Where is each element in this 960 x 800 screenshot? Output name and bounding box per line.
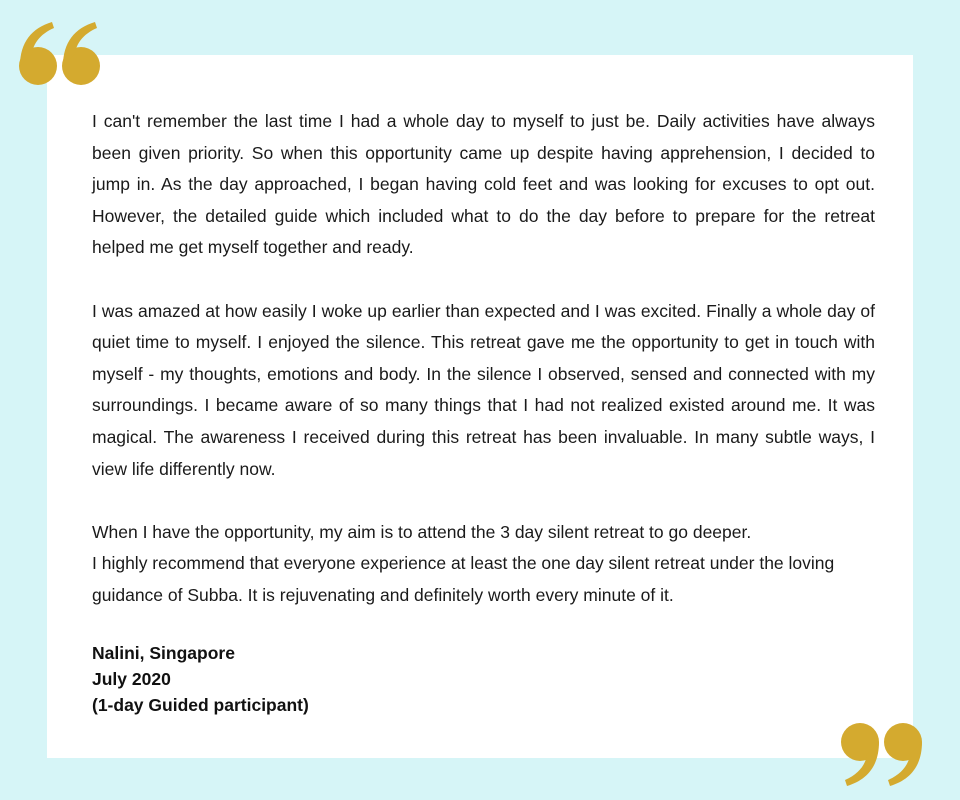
- testimonial-closing-line: When I have the opportunity, my aim is to attend the 3 day silent retreat to go deeper.: [92, 521, 752, 542]
- testimonial-paragraph: I can't remember the last time I had a whole day to myself to just be. Daily activities have always been given priority. So when this opportunity came up despite having apprehension, I decided to jump in. As the day approached, I began having cold feet and was looking for excuses to opt out. However, the detailed guide which included what to do the day before to prepare for the retreat helped me get myself together and ready.: [92, 111, 875, 258]
- participant-role: (1-day Guided participant): [92, 695, 309, 715]
- close-quote-icon: [837, 722, 923, 786]
- author-name: Nalini, Singapore: [92, 643, 235, 663]
- testimonial-date: July 2020: [92, 669, 171, 689]
- signature-block: [92, 640, 309, 718]
- testimonial-closing: [92, 517, 875, 612]
- open-quote-icon: [18, 22, 104, 86]
- testimonial-body: [92, 106, 875, 612]
- testimonial-closing-line: I highly recommend that everyone experience at least the one day silent retreat under the loving guidance of Subba. It is rejuvenating and definitely worth every minute of it.: [92, 553, 835, 605]
- testimonial-paragraph: I was amazed at how easily I woke up earlier than expected and I was excited. Finally a whole day of quiet time to myself. I enjoyed the silence. This retreat gave me the opportunity to get in touch with myself - my thoughts, emotions and body. In the silence I observed, sensed and connected with my surroundings. I became aware of so many things that I had not realized existed around me. It was magical. The awareness I received during this retreat has been invaluable. In many subtle ways, I view life differently now.: [92, 300, 875, 479]
